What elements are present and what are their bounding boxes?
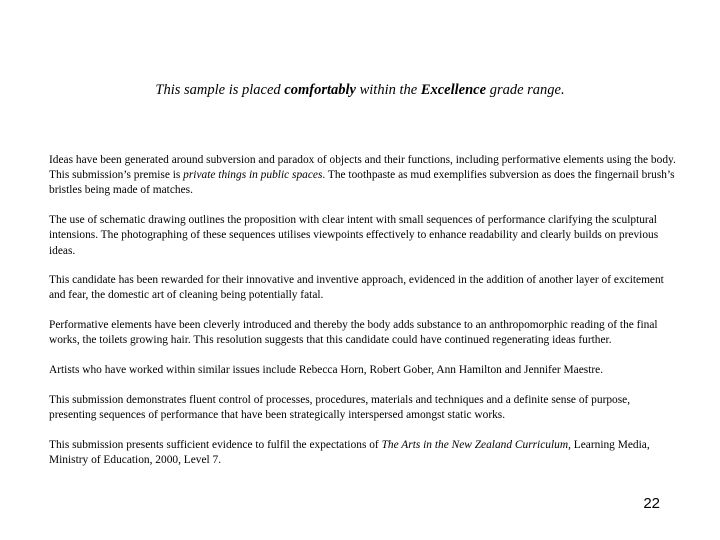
paragraph-ideas-text-b: . The toothpaste as mud exemplifies subversion as does the fingernail brush’s bristles being made of matches. xyxy=(49,169,675,197)
paragraph-curriculum-evidence xyxy=(49,438,679,468)
page-number: 22 xyxy=(643,495,660,512)
paragraph-similar-artists: Artists who have worked within similar issues include Rebecca Horn, Robert Gober, Ann Hamilton and Jennifer Maestre. xyxy=(49,364,604,377)
heading-text-2: within the xyxy=(355,82,421,98)
paragraph-ideas-italic: private things in public spaces xyxy=(183,169,323,182)
paragraph-curriculum-text-b: , Learning Media, Ministry of Education, 2000, Level 7. xyxy=(49,438,650,466)
heading-text-3: grade range. xyxy=(486,82,565,98)
grade-statement-heading xyxy=(0,80,720,100)
paragraph-innovative-approach: This candidate has been rewarded for their innovative and inventive approach, evidenced in the addition of another layer of excitement and fear, the domestic art of cleaning being potentially fatal. xyxy=(49,274,664,302)
paragraph-ideas-text-a: Ideas have been generated around subversion and paradox of objects and their functions, including performative elements using the body. This submission’s premise is xyxy=(49,154,676,182)
heading-emphasis-excellence: Excellence xyxy=(420,82,487,98)
paragraph-ideas xyxy=(49,153,679,199)
paragraph-fluent-control: This submission demonstrates fluent control of processes, procedures, materials and techniques and a definite sense of purpose, presenting sequences of performance that have been strategically interspersed amongst static works. xyxy=(49,393,631,421)
paragraph-curriculum-italic: The Arts in the New Zealand Curriculum xyxy=(381,438,569,451)
paragraph-curriculum-text-a: This submission presents sufficient evidence to fulfil the expectations of xyxy=(49,438,382,451)
heading-text-1: This sample is placed xyxy=(155,82,285,98)
paragraph-schematic-drawing: The use of schematic drawing outlines the proposition with clear intent with small sequences of performance clarifying the sculptural intensions. The photographing of these sequences utilises viewpoints effectively to enhance readability and clearly builds on previous ideas. xyxy=(49,214,659,257)
commentary-body xyxy=(49,153,679,483)
paragraph-performative-elements: Performative elements have been cleverly introduced and thereby the body adds substance to an anthropomorphic reading of the final works, the toilets growing hair. This resolution suggests that this candidate could have continued regenerating ideas further. xyxy=(49,319,658,347)
heading-emphasis-comfortably: comfortably xyxy=(284,82,356,98)
